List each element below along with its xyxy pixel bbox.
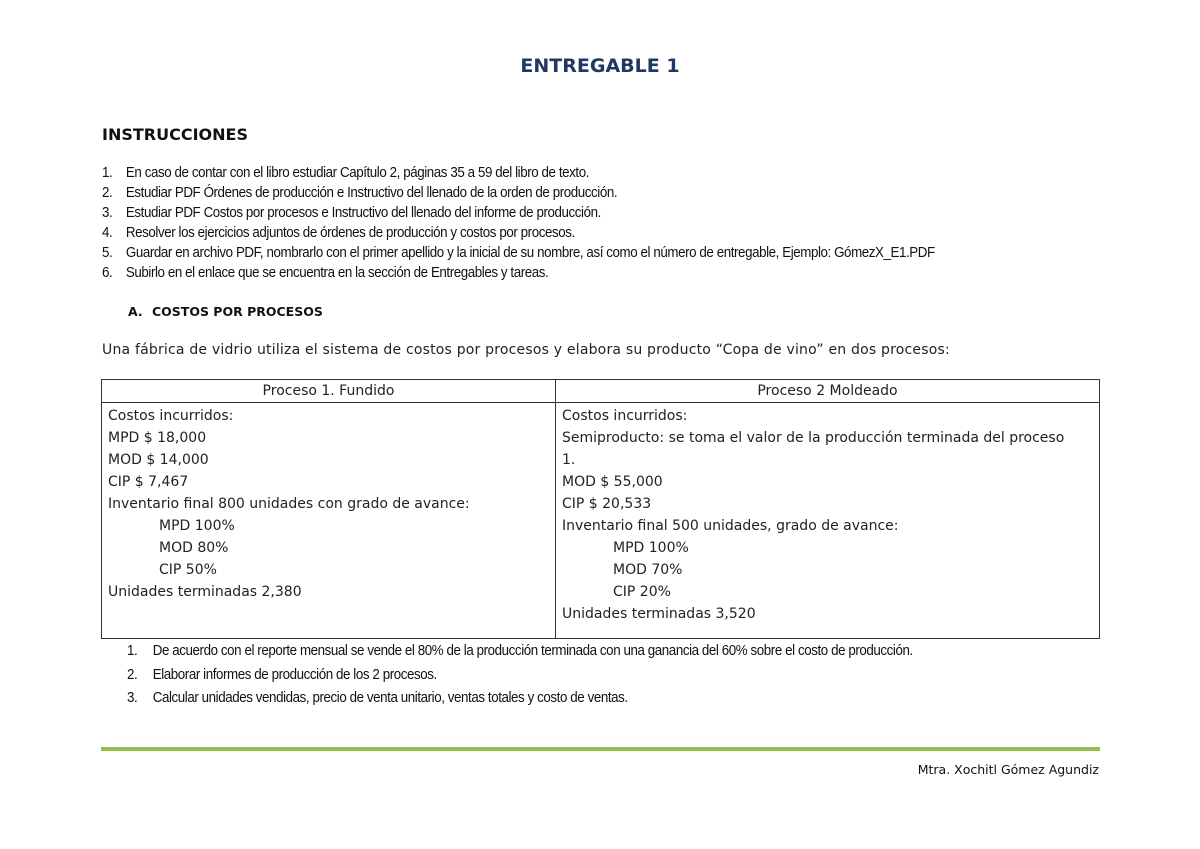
problem-intro: Una fábrica de vidrio utiliza el sistema de costos por procesos y elabora su producto “Copa de vino” en dos procesos: [102,342,950,358]
cell-line: MPD 100% [613,540,689,556]
list-number: 5. [102,245,113,261]
list-text: Estudiar PDF Órdenes de producción e Instructivo del llenado de la orden de producción. [125,185,618,201]
list-number: 6. [102,265,113,281]
cell-line: MOD 70% [613,562,683,578]
process-table [101,379,1100,639]
tasks-list [127,640,913,711]
list-item [102,203,935,223]
process2-cell [556,403,1100,639]
cell-line: Inventario final 500 unidades, grado de avance: [562,518,899,534]
cell-line: Costos incurridos: [108,408,234,424]
cell-line: 1. [562,452,576,468]
list-number: 2. [127,666,138,683]
list-item [102,163,935,183]
footer-author: Mtra. Xochitl Gómez Agundiz [917,762,1099,777]
cell-line: Unidades terminadas 3,520 [562,606,756,622]
cell-line: MOD $ 14,000 [108,452,209,468]
table-header-row [102,380,1100,403]
table-row [102,403,1100,639]
cell-line: MPD $ 18,000 [108,430,207,446]
list-item [102,263,935,283]
list-text: Resolver los ejercicios adjuntos de órdenes de producción y costos por procesos. [125,225,575,241]
list-text: En caso de contar con el libro estudiar Capítulo 2, páginas 35 a 59 del libro de texto. [125,165,589,181]
instructions-list [102,163,935,283]
list-number: 2. [102,185,113,201]
section-title: COSTOS POR PROCESOS [152,304,323,319]
list-text: Estudiar PDF Costos por procesos e Instructivo del llenado del informe de producción. [125,205,601,221]
list-item [127,687,913,711]
cell-line: CIP 20% [613,584,671,600]
list-item [102,183,935,203]
list-text: Calcular unidades vendidas, precio de venta unitario, ventas totales y costo de ventas. [152,690,628,706]
cell-line: CIP 50% [159,562,217,578]
list-number: 4. [102,225,113,241]
list-item [102,223,935,243]
page-title: ENTREGABLE 1 [520,55,680,77]
cell-line: Inventario final 800 unidades con grado de avance: [108,496,470,512]
list-text: Elaborar informes de producción de los 2 procesos. [152,666,437,683]
list-item [127,640,913,664]
list-number: 3. [102,205,113,221]
process1-header: Proceso 1. Fundido [102,380,556,403]
list-number: 3. [127,690,138,706]
instructions-heading: INSTRUCCIONES [102,125,248,144]
list-item [102,243,935,263]
cell-line: Unidades terminadas 2,380 [108,584,302,600]
cell-line: Costos incurridos: [562,408,688,424]
list-number: 1. [127,643,138,659]
cell-line: Semiproducto: se toma el valor de la producción terminada del proceso [562,430,1065,446]
list-text: Subirlo en el enlace que se encuentra en la sección de Entregables y tareas. [125,265,549,281]
list-text: De acuerdo con el reporte mensual se vende el 80% de la producción terminada con una ganancia del 60% sobre el costo de producción. [152,643,913,659]
process1-cell [102,403,556,639]
cell-line: MOD 80% [159,540,229,556]
list-number: 1. [102,165,113,181]
cell-line: CIP $ 20,533 [562,496,652,512]
list-text: Guardar en archivo PDF, nombrarlo con el primer apellido y la inicial de su nombre, así como el número de entregable, Ejemplo: GómezX_E1.PDF [125,245,935,261]
process2-header: Proceso 2 Moldeado [556,380,1100,403]
cell-line: MOD $ 55,000 [562,474,663,490]
cell-line: CIP $ 7,467 [108,474,189,490]
list-item [127,664,913,688]
section-a-heading [128,304,323,319]
section-letter: A. [128,304,143,319]
footer-divider [101,747,1100,751]
cell-line: MPD 100% [159,518,235,534]
